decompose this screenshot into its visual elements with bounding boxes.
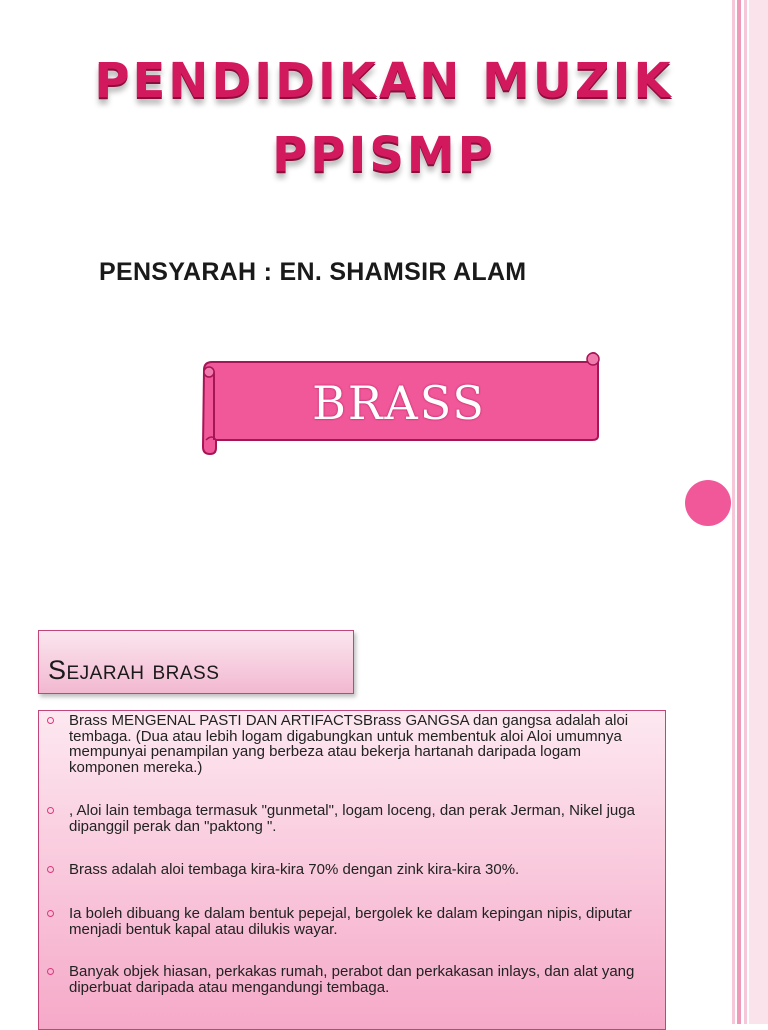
bullet-circle-icon [47,807,54,814]
title-line-2: PPISMP [272,127,496,183]
section-heading: Sejarah brass [48,655,220,685]
list-item [69,803,649,834]
bullet-circle-icon [47,717,54,724]
bullet-circle-icon [47,866,54,873]
list-item [69,906,649,937]
banner-text: BRASS [312,376,486,430]
content-panel [38,710,666,1030]
title-line-1: PENDIDIKAN MUZIK [94,53,674,109]
list-item [69,713,649,775]
brass-banner [192,350,606,462]
section-heading-box [38,630,354,694]
list-item [69,964,649,995]
bullet-circle-icon [47,968,54,975]
list-item-text: Ia boleh dibuang ke dalam bentuk pepejal, bergolek ke dalam kepingan nipis, diputar menjadi bentuk kapal atau dilukis wayar. [69,905,632,938]
bullet-circle-icon [47,910,54,917]
list-item-text: Banyak objek hiasan, perkakas rumah, perabot dan perkakasan inlays, dan alat yang diperbuat daripada atau mengandungi tembaga. [69,963,635,996]
list-item-text: Brass adalah aloi tembaga kira-kira 70% dengan zink kira-kira 30%. [69,861,520,878]
list-item-text: , Aloi lain tembaga termasuk "gunmetal", logam loceng, dan perak Jerman, Nikel juga dipanggil perak dan "paktong ". [69,802,635,835]
slide-title [0,44,768,192]
decorative-circle [685,480,731,526]
lecturer-label: PENSYARAH : EN. SHAMSIR ALAM [99,258,527,286]
list-item [69,862,649,878]
list-item-text: Brass MENGENAL PASTI DAN ARTIFACTSBrass GANGSA dan gangsa adalah aloi tembaga. (Dua atau lebih logam digabungkan untuk membentuk aloi Aloi umumnya mempunyai penampilan yang berbeza atau bekerja hartanah daripada logam komponen mereka.) [69,712,629,776]
